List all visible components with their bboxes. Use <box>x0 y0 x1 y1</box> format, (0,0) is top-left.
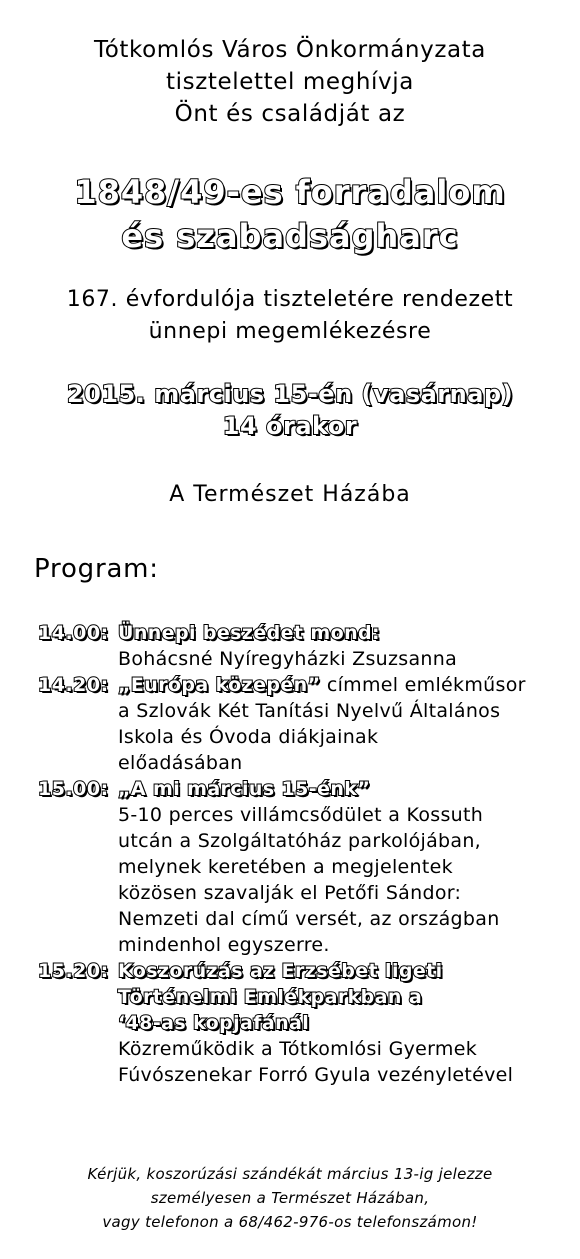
program-detail-line: Iskola és Óvoda diákjainak <box>118 726 379 748</box>
program-detail-line: utcán a Szolgáltatóház parkolójában, <box>118 830 482 852</box>
program-detail-line: a Szlovák Két Tanítási Nyelvű Általános <box>118 700 501 722</box>
program-item <box>38 620 558 672</box>
program-detail-line: Bohácsné Nyíregyházki Zsuzsanna <box>118 648 458 670</box>
program-item <box>38 672 558 776</box>
program-time: 15.20: <box>38 960 109 982</box>
program-time: 14.20: <box>38 674 109 696</box>
program-detail-line: Nemzeti dal című versét, az országban <box>118 908 500 930</box>
event-title <box>0 170 580 258</box>
venue: A Természet Házába <box>169 482 411 507</box>
footer-line: Kérjük, koszorúzási szándékát március 13-ig jelezze <box>87 1165 493 1183</box>
intro-line: tisztelettel meghívja <box>166 69 414 95</box>
anniversary-line: ünnepi megemlékezésre <box>148 319 432 344</box>
program-detail-line: előadásában <box>118 752 243 774</box>
program-detail-line: közösen szavalják el Petőfi Sándor: <box>118 882 462 904</box>
date-line: 2015. március 15-én (vasárnap) <box>66 380 514 408</box>
program-highlight: Ünnepi beszédet mond: <box>118 622 380 644</box>
program-heading: Program: <box>34 554 159 584</box>
intro-line: Tótkomlós Város Önkormányzata <box>94 37 486 63</box>
program-highlight: Koszorúzás az Erzsébet ligeti <box>118 960 443 982</box>
footer-note <box>0 1162 580 1234</box>
anniversary-line: 167. évfordulója tiszteletére rendezett <box>66 287 514 312</box>
program-detail-line: melynek keretében a megjelentek <box>118 856 453 878</box>
program-highlight-line <box>118 958 558 984</box>
program-detail-line: Fúvószenekar Forró Gyula vezényletével <box>118 1064 514 1086</box>
program-highlight-line <box>118 672 558 698</box>
program-highlight-line <box>118 1010 558 1036</box>
program-list <box>38 620 558 1088</box>
program-highlight: Történelmi Emlékparkban a <box>118 986 423 1008</box>
program-item <box>38 776 558 958</box>
footer-line: személyesen a Természet Házában, <box>150 1189 430 1207</box>
footer-line: vagy telefonon a 68/462-976-os telefonszámon! <box>102 1213 478 1231</box>
program-highlight-rest: címmel emlékműsor <box>320 674 526 696</box>
time-line: 14 órakor <box>222 412 358 440</box>
program-highlight: „A mi március 15-énk” <box>118 778 371 800</box>
program-highlight-line <box>118 776 558 802</box>
program-highlight-line <box>118 620 558 646</box>
program-item <box>38 958 558 1088</box>
event-title-line: és szabadságharc <box>121 217 459 255</box>
program-highlight: ‘48-as kopjafánál <box>118 1012 310 1034</box>
program-detail-line: Közreműködik a Tótkomlósi Gyermek <box>118 1038 478 1060</box>
intro-line: Önt és családját az <box>174 101 406 127</box>
date-block <box>0 378 580 442</box>
program-detail-line: 5-10 perces villámcsődület a Kossuth <box>118 804 484 826</box>
program-highlight: „Európa közepén” <box>118 674 321 696</box>
intro-block <box>0 34 580 130</box>
anniversary-block <box>0 284 580 348</box>
program-highlight-line <box>118 984 558 1010</box>
program-time: 15.00: <box>38 778 109 800</box>
program-detail-line: mindenhol egyszerre. <box>118 934 330 956</box>
program-time: 14.00: <box>38 622 109 644</box>
event-title-line: 1848/49-es forradalom <box>74 173 506 211</box>
